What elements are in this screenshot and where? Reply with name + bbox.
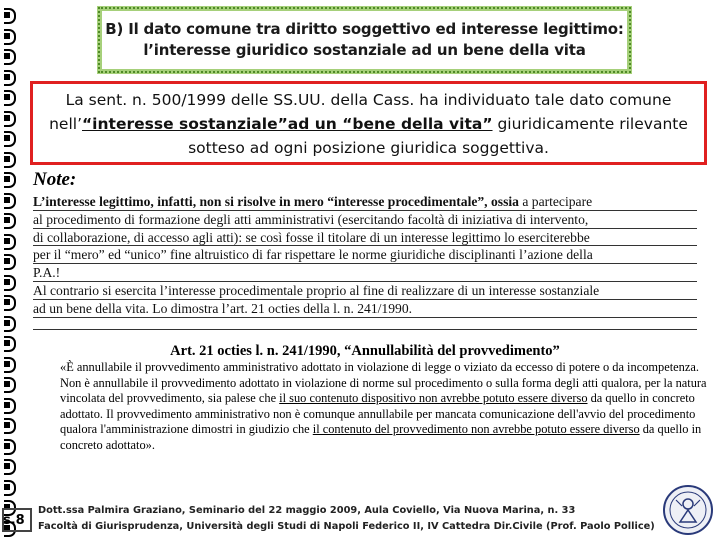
notes-line [33,193,697,211]
binder-ring-icon [4,439,18,453]
article-text: da quello in concreto adottato. Il provvedimento amministrativo non è comunque annullabile per mancata comunicazione dell'avvio del procedimento qualora l'amministrazione dimostri in giudizio che [60,391,696,437]
binder-ring-icon [4,131,18,145]
binder-ring-icon [4,90,18,104]
article-text: da quello in concreto adottato». [60,422,702,452]
slide-title-line1: B) Il dato comune tra diritto soggettivo ed interesse legittimo: [105,20,624,38]
notes-body [33,193,697,318]
binder-rings [0,0,30,540]
notes-heading: Note: [33,169,77,190]
binder-ring-icon [4,398,18,412]
binder-ring-icon [4,254,18,268]
university-seal-icon [662,484,714,536]
binder-ring-icon [4,295,18,309]
binder-ring-icon [4,336,18,350]
notes-line-text: a partecipare [518,194,593,209]
notes-line: ad un bene della vita. Lo dimostra l’art. 21 octies della l. n. 241/1990. [33,300,697,318]
binder-ring-icon [4,29,18,43]
article-body [60,360,707,454]
slide-number: s.8 [3,513,25,528]
article-paragraph-2 [60,376,707,454]
notes-line: Al contrario si esercita l’interesse procedimentale proprio al fine di realizzare di un interesse sostanziale [33,282,697,300]
blank-rule [33,329,697,330]
notes-line: per il “mero” ed “unico” fine altruistico di far rispettare le norme giuridiche disciplinanti l’azione della [33,246,697,264]
binder-ring-icon [4,418,18,432]
footer [38,503,658,535]
binder-ring-icon [4,275,18,289]
binder-ring-icon [4,152,18,166]
notes-line: di collaborazione, di accesso agli atti): se così fosse il titolare di un interesse legittimo lo eserciterebbe [33,229,697,247]
binder-ring-icon [4,193,18,207]
footer-line2: Facoltà di Giurisprudenza, Università degli Studi di Napoli Federico II, IV Cattedra Dir.Civile (Prof. Paolo Pollice) [38,521,655,532]
slide-title-line2: l’interesse giuridico sostanziale ad un bene della vita [143,41,586,59]
binder-ring-icon [4,459,18,473]
binder-ring-icon [4,111,18,125]
article-paragraph-1: «È annullabile il provvedimento amministrativo adottato in violazione di legge o viziato da eccesso di potere o da incompetenza. [60,360,699,374]
footer-line1: Dott.ssa Palmira Graziano, Seminario del 22 maggio 2009, Aula Coviello, Via Nuova Marina, n. 33 [38,505,576,516]
binder-ring-icon [4,480,18,494]
article-underlined-1: il suo contenuto dispositivo non avrebbe potuto essere diverso [279,391,588,406]
article-text: Non è annullabile il provvedimento adottato in violazione di norme sul procedimento o sulla forma degli atti qualora, per la natura vincolata del provvedimento, sia palese che [60,375,707,406]
article-underlined-2: il contenuto del provvedimento non avrebbe potuto essere diverso [312,422,640,437]
slide-title-box [97,6,632,74]
highlight-text-before: La sent. n. 500/1999 delle SS.UU. della Cass. ha individuato tale dato comune nell’ [49,91,672,133]
binder-ring-icon [4,357,18,371]
notes-lead: L’interesse legittimo, infatti, non si risolve in mero “interesse procedimentale”, ossia [33,194,519,209]
highlight-emphasis: “interesse sostanziale”ad un “bene della vita” [82,115,493,133]
binder-ring-icon [4,8,18,22]
binder-ring-icon [4,172,18,186]
article-title: Art. 21 octies l. n. 241/1990, “Annullabilità del provvedimento” [170,343,560,359]
binder-ring-icon [4,213,18,227]
binder-ring-icon [4,377,18,391]
notes-line: al procedimento di formazione degli atti amministrativi (esercitando facoltà di iniziativa di intervento, [33,211,697,229]
notes-line: P.A.! [33,264,697,282]
binder-ring-icon [4,49,18,63]
binder-ring-icon [4,234,18,248]
binder-ring-icon [4,70,18,84]
highlight-box [30,81,707,165]
binder-ring-icon [4,316,18,330]
highlight-text-after: giuridicamente rilevante sotteso ad ogni posizione giuridica soggettiva. [188,115,688,157]
